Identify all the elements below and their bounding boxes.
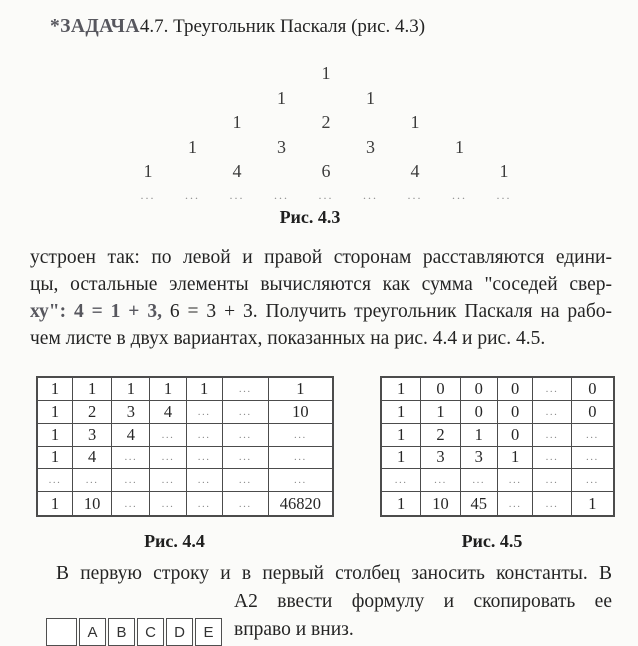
- ellipsis: ...: [140, 187, 156, 202]
- sheet-column-header: D: [166, 618, 193, 646]
- table-cell: 1: [421, 401, 460, 424]
- table-cell: ...: [112, 469, 150, 492]
- table-cell: ...: [223, 378, 269, 401]
- table-cell: 0: [461, 401, 498, 424]
- text-segment: 6 = 3 + 3. Получить треугольник Паскаля на рабо-: [161, 301, 612, 322]
- figure-4-3-caption: Рис. 4.3: [279, 207, 341, 227]
- table-cell: 1: [461, 424, 498, 447]
- triangle-number: 2: [321, 112, 331, 132]
- table-cell: 3: [461, 447, 498, 470]
- table-cell: 10: [73, 492, 112, 515]
- table-cell: 1: [588, 493, 597, 513]
- triangle-number: 1: [143, 161, 153, 181]
- table-cell: 10: [269, 401, 332, 424]
- figure-4-4-caption: Рис. 4.4: [144, 531, 205, 551]
- table-cell: ...: [187, 447, 223, 470]
- table-cell: ...: [187, 492, 223, 515]
- table-cell: 4: [150, 401, 186, 424]
- table-cell: 1: [382, 424, 421, 447]
- spreadsheet-header-row: [46, 618, 222, 646]
- table-cell: ...: [112, 447, 150, 470]
- ellipsis: ...: [496, 187, 512, 202]
- table-cell: 2: [73, 401, 112, 424]
- table-cell: 1: [38, 401, 73, 424]
- table-cell: ...: [223, 447, 269, 470]
- triangle-number: 1: [410, 112, 420, 132]
- table-cell: ...: [187, 469, 223, 492]
- table-cell: 4: [112, 424, 150, 447]
- table-cell: ...: [533, 378, 571, 401]
- table-cell: 1: [382, 447, 421, 470]
- table-cell: ...: [150, 469, 186, 492]
- figure-4-4-table: [36, 376, 334, 517]
- triangle-row: [103, 159, 549, 184]
- table-cell: ...: [572, 447, 613, 470]
- text-line: устроен так: по левой и правой сторонам расставляются едини-: [30, 247, 612, 268]
- table-cell: 1: [38, 447, 73, 470]
- table-cell: ...: [187, 401, 223, 424]
- text-line: цы, остальные элементы вычисляются как сумма "соседей свер-: [30, 274, 612, 295]
- table-cell: ...: [73, 469, 112, 492]
- text-line: В первую строку и в первый столбец заносить константы. В: [56, 563, 612, 584]
- table-cell: ...: [533, 424, 571, 447]
- table-cell: 3: [421, 447, 460, 470]
- triangle-number: 6: [321, 161, 331, 181]
- table-cell: 45: [461, 492, 498, 515]
- sheet-column-header: E: [195, 618, 222, 646]
- table-cell: 1: [150, 378, 186, 401]
- table-cell: 0: [461, 378, 498, 401]
- table-cell: 0: [421, 378, 460, 401]
- triangle-row: [103, 135, 549, 160]
- table-cell: 0: [498, 401, 533, 424]
- triangle-number: 1: [232, 112, 242, 132]
- table-cell: 1: [38, 492, 73, 515]
- table-cell: ...: [533, 447, 571, 470]
- triangle-number: 1: [277, 87, 286, 108]
- ellipsis: ...: [452, 187, 467, 202]
- table-cell: ...: [572, 469, 613, 492]
- sheet-column-header: B: [108, 618, 135, 646]
- table-cell: ...: [112, 492, 150, 515]
- text-line: А2 ввести формулу и скопировать ее: [234, 591, 612, 612]
- triangle-number: 4: [410, 161, 420, 181]
- triangle-number: 3: [366, 136, 375, 157]
- figure-4-5-table: [380, 376, 615, 517]
- ellipsis: ...: [185, 187, 200, 202]
- sheet-column-header: A: [79, 618, 106, 646]
- triangle-number: 1: [455, 136, 464, 157]
- table-cell: 2: [421, 424, 460, 447]
- triangle-row: [103, 61, 549, 86]
- task-label: *ЗАДАЧА: [50, 16, 140, 37]
- table-cell: ...: [461, 469, 498, 492]
- task-heading: [50, 16, 425, 38]
- table-cell: 10: [421, 492, 460, 515]
- table-cell: 3: [112, 401, 150, 424]
- table-cell: 1: [38, 378, 73, 401]
- body-paragraph: [30, 244, 612, 352]
- ellipsis: ...: [274, 187, 289, 202]
- text-line: [30, 298, 612, 325]
- triangle-ellipsis-row: [103, 184, 549, 206]
- table-cell: 1: [498, 447, 533, 470]
- text-line: вправо и вниз.: [234, 619, 354, 640]
- table-cell: ...: [572, 424, 613, 447]
- table-cell: ...: [150, 447, 186, 470]
- table-cell: 4: [73, 447, 112, 470]
- table-cell: 1: [382, 492, 421, 515]
- table-cell: 0: [498, 424, 533, 447]
- ellipsis: ...: [407, 187, 423, 202]
- table-cell: ...: [269, 447, 332, 470]
- table-cell: ...: [187, 424, 223, 447]
- pascal-triangle-figure: [103, 61, 549, 206]
- ellipsis: ...: [318, 187, 334, 202]
- text-line: чем листе в двух вариантах, показанных на рис. 4.4 и рис. 4.5.: [30, 328, 546, 349]
- figure-4-5-caption: Рис. 4.5: [461, 531, 523, 551]
- table-cell: ...: [150, 424, 186, 447]
- triangle-number: 4: [232, 161, 242, 181]
- sheet-corner-cell: [46, 618, 77, 646]
- triangle-number: 1: [188, 136, 197, 157]
- table-cell: 1: [382, 401, 421, 424]
- table-cell: 1: [187, 378, 223, 401]
- triangle-number: 3: [277, 136, 286, 157]
- table-cell: ...: [533, 469, 571, 492]
- table-cell: ...: [498, 492, 533, 515]
- table-cell: ...: [223, 492, 269, 515]
- triangle-row: [103, 86, 549, 111]
- table-cell: 1: [38, 424, 73, 447]
- table-cell: 0: [498, 378, 533, 401]
- table-cell: ...: [382, 469, 421, 492]
- text-block: [234, 588, 612, 644]
- triangle-number: 1: [499, 161, 509, 181]
- table-cell: ...: [421, 469, 460, 492]
- table-cell: 0: [572, 401, 613, 424]
- table-cell: 1: [112, 378, 150, 401]
- table-cell: ...: [269, 424, 332, 447]
- table-cell: 46820: [279, 493, 322, 513]
- table-cell: 1: [382, 378, 421, 401]
- ellipsis: ...: [363, 187, 378, 202]
- sheet-column-header: C: [137, 618, 164, 646]
- table-cell: ...: [533, 401, 571, 424]
- table-cell: ...: [223, 401, 269, 424]
- table-cell: 1: [269, 378, 332, 401]
- table-cell: ...: [150, 492, 186, 515]
- triangle-number: 1: [366, 87, 375, 108]
- table-cell: 3: [73, 424, 112, 447]
- table-cell: ...: [269, 469, 332, 492]
- table-cell: ...: [533, 492, 571, 515]
- triangle-number: 1: [321, 63, 331, 83]
- task-title: 4.7. Треугольник Паскаля (рис. 4.3): [139, 16, 426, 37]
- table-cell: ...: [223, 469, 269, 492]
- table-cell: 1: [73, 378, 112, 401]
- table-cell: ...: [223, 424, 269, 447]
- ellipsis: ...: [229, 187, 245, 202]
- formula-highlight: ху": 4 = 1 + 3,: [30, 301, 162, 322]
- triangle-row: [103, 110, 549, 135]
- table-cell: ...: [498, 469, 533, 492]
- table-cell: 0: [572, 378, 613, 401]
- table-cell: ...: [38, 469, 73, 492]
